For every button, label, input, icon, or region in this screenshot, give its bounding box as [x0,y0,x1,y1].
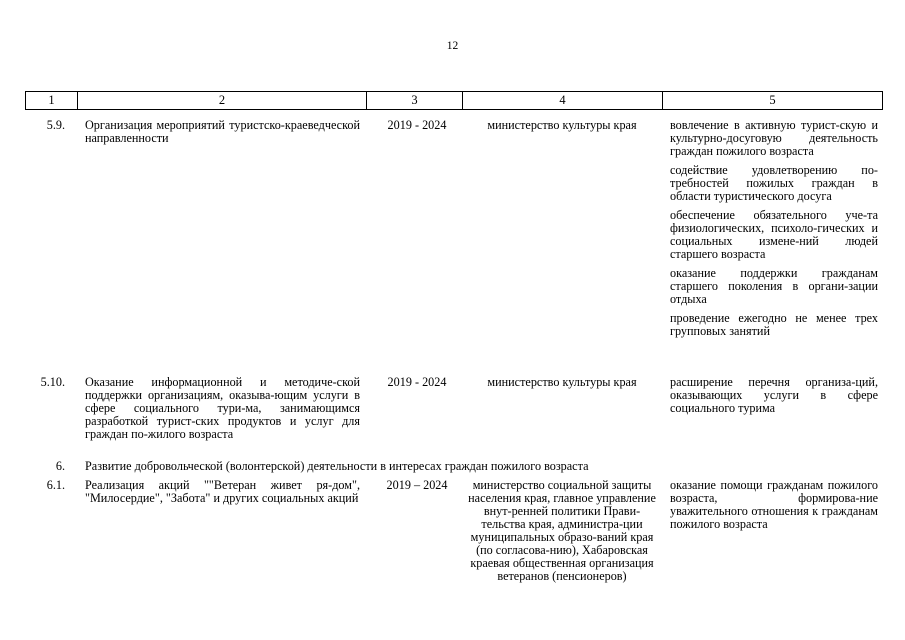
header-col-3: 3 [367,92,463,109]
row-description: Оказание информационной и методиче-ской поддержки организациям, оказыва-ющим услуги в сфере социального тури-ма, занимающимся разработкой турист-ских продуктов и услуг для граждан по-жилого возраста [85,375,360,441]
row-number: 5.9. [46,118,65,132]
row-results [670,119,878,344]
row-number: 6.1. [46,478,65,492]
header-col-4: 4 [463,92,663,109]
page-number: 12 [446,40,459,52]
header-col-1: 1 [26,92,78,109]
result-item: вовлечение в активную турист-скую и культурно-досуговую деятельность граждан пожилого возраста [670,118,878,158]
section-number: 6. [55,459,65,473]
row-description: Реализация акций ""Ветеран живет ря-дом", "Милосердие", "Забота" и других социальных акций [85,478,360,505]
row-period: 2019 - 2024 [387,118,447,132]
row-results [670,376,878,421]
result-item: обеспечение обязательного уче-та физиологических, психоло-гических и социальных измене-ний людей старшего возраста [670,208,878,261]
row-number: 5.10. [40,375,65,389]
result-item: расширение перечня организа-ций, оказывающих услуги в сфере социального турима [670,375,878,415]
row-executor: министерство культуры края [487,375,637,389]
row-executor: министерство культуры края [487,118,637,132]
result-item: проведение ежегодно не менее трех групповых занятий [670,311,878,338]
result-item: оказание поддержки гражданам старшего поколения в органи-зации отдыха [670,266,878,306]
row-executor: министерство социальной защиты населения края, главное управление внут-ренней политики Прави-тельства края, администра-ции муниципальных образо-ваний края (по согласова-нию), Хабаровская краевая общественная организация ветеранов (пенсионеров) [468,478,656,583]
row-description: Организация мероприятий туристско-краеведческой направленности [85,118,360,145]
header-col-2: 2 [78,92,367,109]
header-col-5: 5 [769,93,776,107]
result-item: содействие удовлетворению по-требностей пожилых граждан в области туристического досуга [670,163,878,203]
row-results [670,479,878,537]
table-header [25,91,883,110]
section-title: Развитие добровольческой (волонтерской) деятельности в интересах граждан пожилого возраста [85,459,589,473]
row-period: 2019 - 2024 [387,375,447,389]
row-period: 2019 – 2024 [386,478,448,492]
result-item: оказание помощи гражданам пожилого возраста, формирова-ние уважительного отношения к гражданам пожилого возраста [670,478,878,531]
